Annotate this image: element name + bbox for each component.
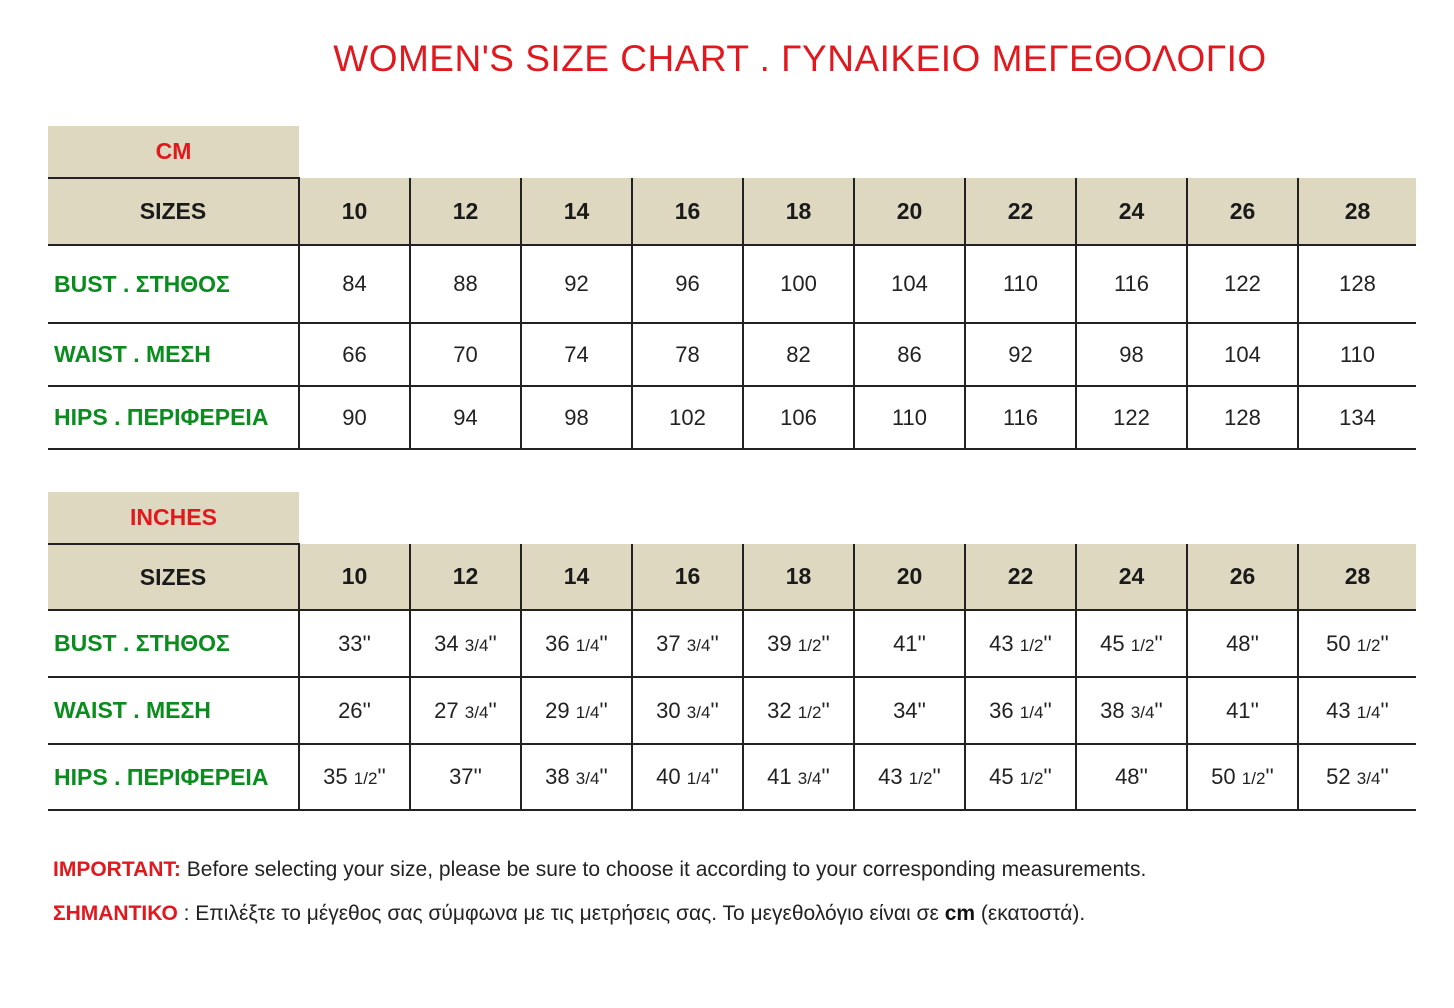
size-header: 14	[521, 544, 632, 610]
cell-value: 102	[632, 386, 743, 449]
cell-value: 33''	[299, 610, 410, 677]
size-header: 26	[1187, 178, 1298, 245]
hips-row	[48, 386, 1416, 449]
cell-value: 96	[632, 245, 743, 323]
sizes-header-label: SIZES	[48, 178, 299, 245]
cell-value: 27 3/4''	[410, 677, 521, 744]
size-header: 16	[632, 178, 743, 245]
waist-label: WAIST . ΜΕΣΗ	[48, 323, 299, 386]
size-header: 12	[410, 544, 521, 610]
cell-value: 110	[1298, 323, 1416, 386]
size-header: 24	[1076, 178, 1187, 245]
size-header: 28	[1298, 544, 1416, 610]
cell-value: 30 3/4''	[632, 677, 743, 744]
cell-value: 36 1/4''	[521, 610, 632, 677]
cell-value: 52 3/4''	[1298, 744, 1416, 810]
size-header: 26	[1187, 544, 1298, 610]
size-header: 22	[965, 178, 1076, 245]
important-text: Before selecting your size, please be sure to choose it according to your corresponding measurements.	[180, 858, 1147, 881]
sizes-header-row	[48, 544, 1416, 610]
cell-value: 48''	[1187, 610, 1298, 677]
cell-value: 106	[743, 386, 854, 449]
unit-label-cm: CM	[48, 126, 299, 178]
cell-value: 94	[410, 386, 521, 449]
bust-label: BUST . ΣΤΗΘΟΣ	[48, 610, 299, 677]
sizes-header-row	[48, 178, 1416, 245]
cell-value: 116	[965, 386, 1076, 449]
cell-value: 35 1/2''	[299, 744, 410, 810]
hips-row	[48, 744, 1416, 810]
size-header: 24	[1076, 544, 1187, 610]
cell-value: 92	[521, 245, 632, 323]
cell-value: 37 3/4''	[632, 610, 743, 677]
important-label: IMPORTANT:	[53, 858, 181, 881]
cell-value: 100	[743, 245, 854, 323]
size-header: 10	[299, 178, 410, 245]
cell-value: 82	[743, 323, 854, 386]
waist-label: WAIST . ΜΕΣΗ	[48, 677, 299, 744]
cm-size-table	[48, 126, 1416, 450]
size-header: 18	[743, 544, 854, 610]
cell-value: 37''	[410, 744, 521, 810]
cell-value: 40 1/4''	[632, 744, 743, 810]
size-header: 18	[743, 178, 854, 245]
sizes-header-label: SIZES	[48, 544, 299, 610]
important-note-en	[53, 858, 1146, 882]
size-header: 12	[410, 178, 521, 245]
cell-value: 110	[854, 386, 965, 449]
cell-value: 104	[1187, 323, 1298, 386]
cell-value: 41''	[1187, 677, 1298, 744]
bust-label: BUST . ΣΤΗΘΟΣ	[48, 245, 299, 323]
size-header: 28	[1298, 178, 1416, 245]
greek-important-text: : Επιλέξτε το μέγεθος σας σύμφωνα με τις μετρήσεις σας. Το μεγεθολόγιο είναι σε	[177, 902, 945, 925]
cell-value: 43 1/2''	[854, 744, 965, 810]
cell-value: 48''	[1076, 744, 1187, 810]
size-header: 16	[632, 544, 743, 610]
cell-value: 39 1/2''	[743, 610, 854, 677]
cell-value: 43 1/2''	[965, 610, 1076, 677]
cell-value: 50 1/2''	[1298, 610, 1416, 677]
cell-value: 98	[521, 386, 632, 449]
bust-row	[48, 610, 1416, 677]
greek-cm-unit: cm	[944, 902, 976, 925]
cell-value: 128	[1187, 386, 1298, 449]
size-header: 14	[521, 178, 632, 245]
inches-size-table	[48, 492, 1416, 811]
hips-label: HIPS . ΠΕΡΙΦΕΡΕΙΑ	[48, 744, 299, 810]
cell-value: 86	[854, 323, 965, 386]
cell-value: 38 3/4''	[521, 744, 632, 810]
page-title: WOMEN'S SIZE CHART . ΓΥΝΑΙΚΕΙΟ ΜΕΓΕΘΟΛΟΓΙΟ	[333, 38, 1267, 79]
cell-value: 45 1/2''	[965, 744, 1076, 810]
cell-value: 92	[965, 323, 1076, 386]
cell-value: 43 1/4''	[1298, 677, 1416, 744]
cell-value: 50 1/2''	[1187, 744, 1298, 810]
greek-important-label: ΣΗΜΑΝΤΙΚΟ	[53, 902, 178, 925]
cell-value: 26''	[299, 677, 410, 744]
cell-value: 36 1/4''	[965, 677, 1076, 744]
cell-value: 116	[1076, 245, 1187, 323]
greek-important-tail: (εκατοστά).	[975, 902, 1086, 925]
cell-value: 122	[1076, 386, 1187, 449]
cell-value: 41''	[854, 610, 965, 677]
waist-row	[48, 677, 1416, 744]
size-header: 22	[965, 544, 1076, 610]
cell-value: 134	[1298, 386, 1416, 449]
waist-row	[48, 323, 1416, 386]
cell-value: 128	[1298, 245, 1416, 323]
cell-value: 34 3/4''	[410, 610, 521, 677]
cell-value: 90	[299, 386, 410, 449]
unit-label-inches: INCHES	[48, 492, 299, 544]
cell-value: 29 1/4''	[521, 677, 632, 744]
size-header: 20	[854, 544, 965, 610]
cell-value: 110	[965, 245, 1076, 323]
cell-value: 88	[410, 245, 521, 323]
cell-value: 38 3/4''	[1076, 677, 1187, 744]
hips-label: HIPS . ΠΕΡΙΦΕΡΕΙΑ	[48, 386, 299, 449]
cell-value: 122	[1187, 245, 1298, 323]
cell-value: 32 1/2''	[743, 677, 854, 744]
important-note-gr	[53, 902, 1085, 926]
cell-value: 78	[632, 323, 743, 386]
cell-value: 84	[299, 245, 410, 323]
cell-value: 45 1/2''	[1076, 610, 1187, 677]
cell-value: 41 3/4''	[743, 744, 854, 810]
cell-value: 98	[1076, 323, 1187, 386]
size-header: 20	[854, 178, 965, 245]
cell-value: 74	[521, 323, 632, 386]
cell-value: 66	[299, 323, 410, 386]
bust-row	[48, 245, 1416, 323]
cell-value: 70	[410, 323, 521, 386]
size-header: 10	[299, 544, 410, 610]
cell-value: 34''	[854, 677, 965, 744]
cell-value: 104	[854, 245, 965, 323]
